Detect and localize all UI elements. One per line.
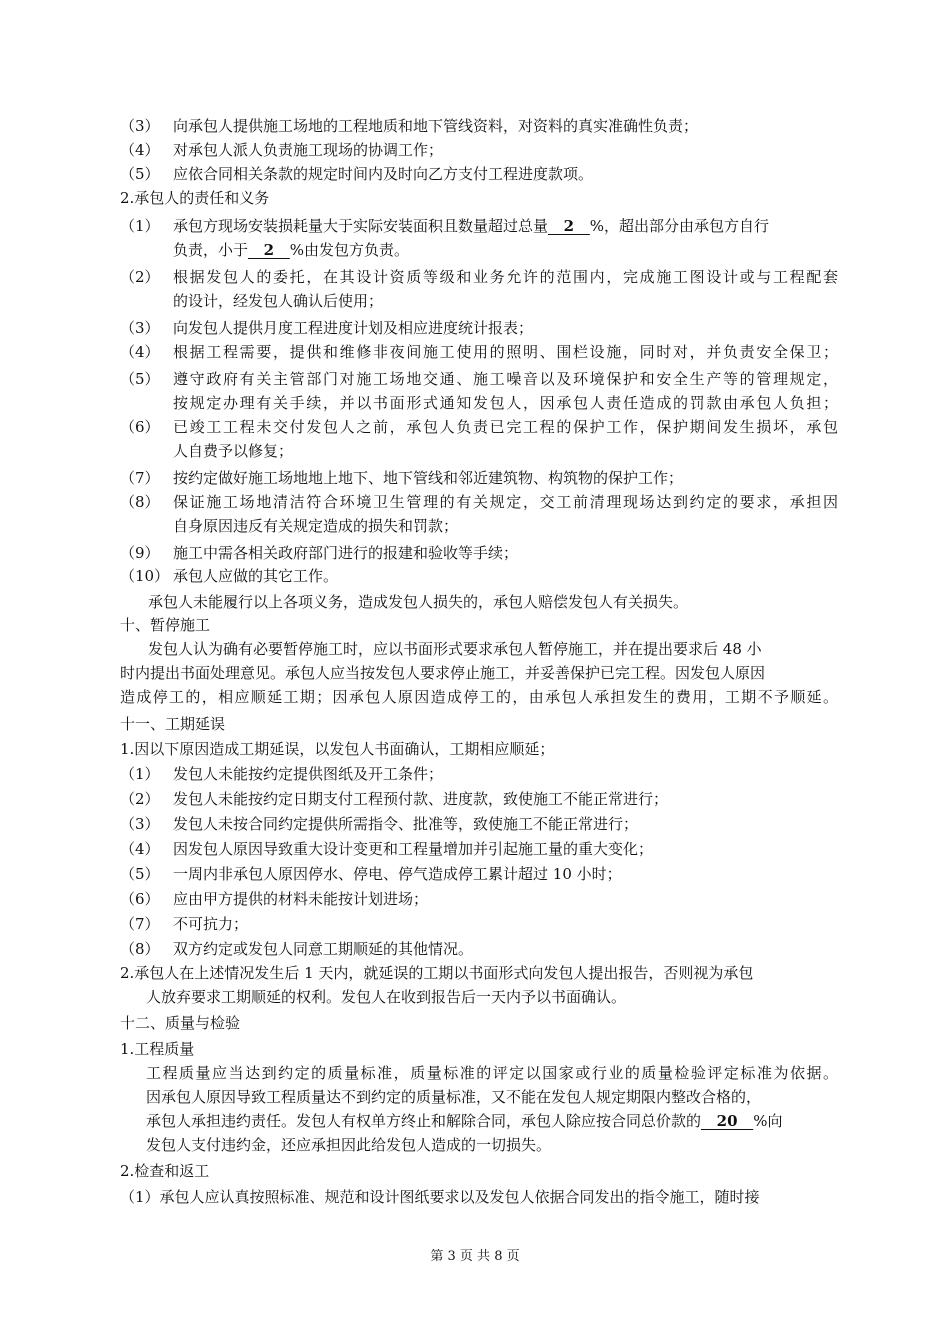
text-line: 人自费予以修复； [173,442,294,460]
text-line: 自身原因违反有关规定造成的损失和罚款； [173,517,459,535]
text-line: 十、暂停施工 [120,616,211,634]
text-line: 2.承包人的责任和义务 [120,189,270,207]
text-line: 按约定做好施工场地地上地下、地下管线和邻近建筑物、构筑物的保护工作； [173,469,684,487]
item-number: （1） [120,765,160,783]
text-line: 保证施工场地清洁符合环境卫生管理的有关规定，交工前清理现场达到约定的要求，承担因 [173,493,840,511]
text-line: 按规定办理有关手续，并以书面形式通知发包人，因承包人责任造成的罚款由承包人负担； [173,394,840,412]
text-line: 十二、质量与检验 [120,1014,241,1032]
line-text: %向 [753,1112,783,1130]
item-number: （7） [120,469,160,487]
line-text: %，超出部分由承包方自行 [589,217,770,235]
item-number: （4） [120,840,160,858]
text-line: （1）承包人应认真按照标准、规范和设计图纸要求以及发包人依据合同发出的指令施工，随时接 [120,1188,760,1206]
text-line: 发包人支付违约金，还应承担因此给发包人造成的一切损失。 [146,1136,552,1154]
text-line: 向承包人提供施工场地的工程地质和地下管线资料，对资料的真实准确性负责； [173,117,699,135]
text-line: 承包人未能履行以上各项义务，造成发包人损失的，承包人赔偿发包人有关损失。 [148,593,689,611]
item-number: （5） [120,165,160,183]
text-line: 人放弃要求工期顺延的权利。发包人在收到报告后一天内予以书面确认。 [146,988,627,1006]
text-line: 向发包人提供月度工程进度计划及相应进度统计报表； [173,319,534,337]
filled-blank-value: 20 [701,1112,754,1130]
text-line: 1.因以下原因造成工期延误，以发包人书面确认，工期相应顺延； [120,740,555,758]
text-line [173,215,769,237]
text-line: 发包人未按合同约定提供所需指令、批准等，致使施工不能正常进行； [173,815,639,833]
item-number: （6） [120,890,160,908]
text-line: 应依合同相关条款的规定时间内及时向乙方支付工程进度款项。 [173,165,594,183]
item-number: （9） [120,544,160,562]
filled-blank-value: 2 [548,217,590,235]
item-number: （8） [120,940,160,958]
text-line: 不可抗力； [173,915,249,933]
item-number: （1） [120,217,160,235]
text-line: 2.承包人在上述情况发生后 1 天内，就延误的工期以书面形式向发包人提出报告，否则视为承包 [120,964,754,982]
text-line: 应由甲方提供的材料未能按计划进场； [173,890,429,908]
item-number: （7） [120,915,160,933]
text-line [173,239,409,261]
text-line: 发包人未能按约定日期支付工程预付款、进度款，致使施工不能正常进行； [173,790,669,808]
page-footer: 第 3 页 共 8 页 [430,1249,520,1264]
text-line: 根据工程需要，提供和维修非夜间施工使用的照明、围栏设施，同时对，并负责安全保卫； [173,343,840,361]
item-number: （5） [120,370,160,388]
text-line: 的设计，经发包人确认后使用； [173,292,384,310]
text-line: 承包人应做的其它工作。 [173,567,339,585]
item-number: （4） [120,141,160,159]
text-line: 十一、工期延误 [120,715,226,733]
item-number: （3） [120,815,160,833]
text-line: 发包人认为确有必要暂停施工时，应以书面形式要求承包人暂停施工，并在提出要求后 48 小 [148,640,762,658]
item-number: （2） [120,268,160,286]
line-text: 承包方现场安装损耗量大于实际安装面积且数量超过总量 [173,217,549,235]
item-number: （2） [120,790,160,808]
text-line: 时内提出书面处理意见。承包人应当按发包人要求停止施工，并妥善保护已完工程。因发包人原因 [120,664,766,682]
line-text: 承包人承担违约责任。发包人有权单方终止和解除合同，承包人除应按合同总价款的 [146,1112,702,1130]
text-line: 根据发包人的委托，在其设计资质等级和业务允许的范围内，完成施工图设计或与工程配套 [173,268,840,286]
text-line: 遵守政府有关主管部门对施工场地交通、施工噪音以及环境保护和安全生产等的管理规定， [173,370,840,388]
item-number: （4） [120,343,160,361]
text-line: 一周内非承包人原因停水、停电、停气造成停工累计超过 10 小时； [173,865,622,883]
item-number: （10） [120,567,170,585]
item-number: （6） [120,418,160,436]
text-line: 对承包人派人负责施工现场的协调工作； [173,141,444,159]
text-line: 2.检查和返工 [120,1162,210,1180]
item-number: （8） [120,493,160,511]
text-line: 发包人未能按约定提供图纸及开工条件； [173,765,444,783]
line-text: %由发包方负责。 [289,241,410,259]
text-line: 造成停工的，相应顺延工期；因承包人原因造成停工的，由承包人承担发生的费用，工期不予顺延。 [120,688,840,706]
text-line: 双方约定或发包人同意工期顺延的其他情况。 [173,940,474,958]
filled-blank-value: 2 [248,241,290,259]
line-text: 负责，小于 [173,241,249,259]
text-line: 1.工程质量 [120,1040,195,1058]
item-number: （5） [120,865,160,883]
text-line: 已竣工工程未交付发包人之前，承包人负责已完工程的保护工作，保护期间发生损坏，承包 [173,418,840,436]
text-line: 因承包人原因导致工程质量达不到约定的质量标准，又不能在发包人规定期限内整改合格的， [146,1088,762,1106]
item-number: （3） [120,319,160,337]
item-number: （3） [120,117,160,135]
text-line: 因发包人原因导致重大设计变更和工程量增加并引起施工量的重大变化； [173,840,654,858]
text-line [146,1110,783,1132]
text-line: 工程质量应当达到约定的质量标准，质量标准的评定以国家或行业的质量检验评定标准为依据。 [146,1064,840,1082]
text-line: 施工中需各相关政府部门进行的报建和验收等手续； [173,544,519,562]
